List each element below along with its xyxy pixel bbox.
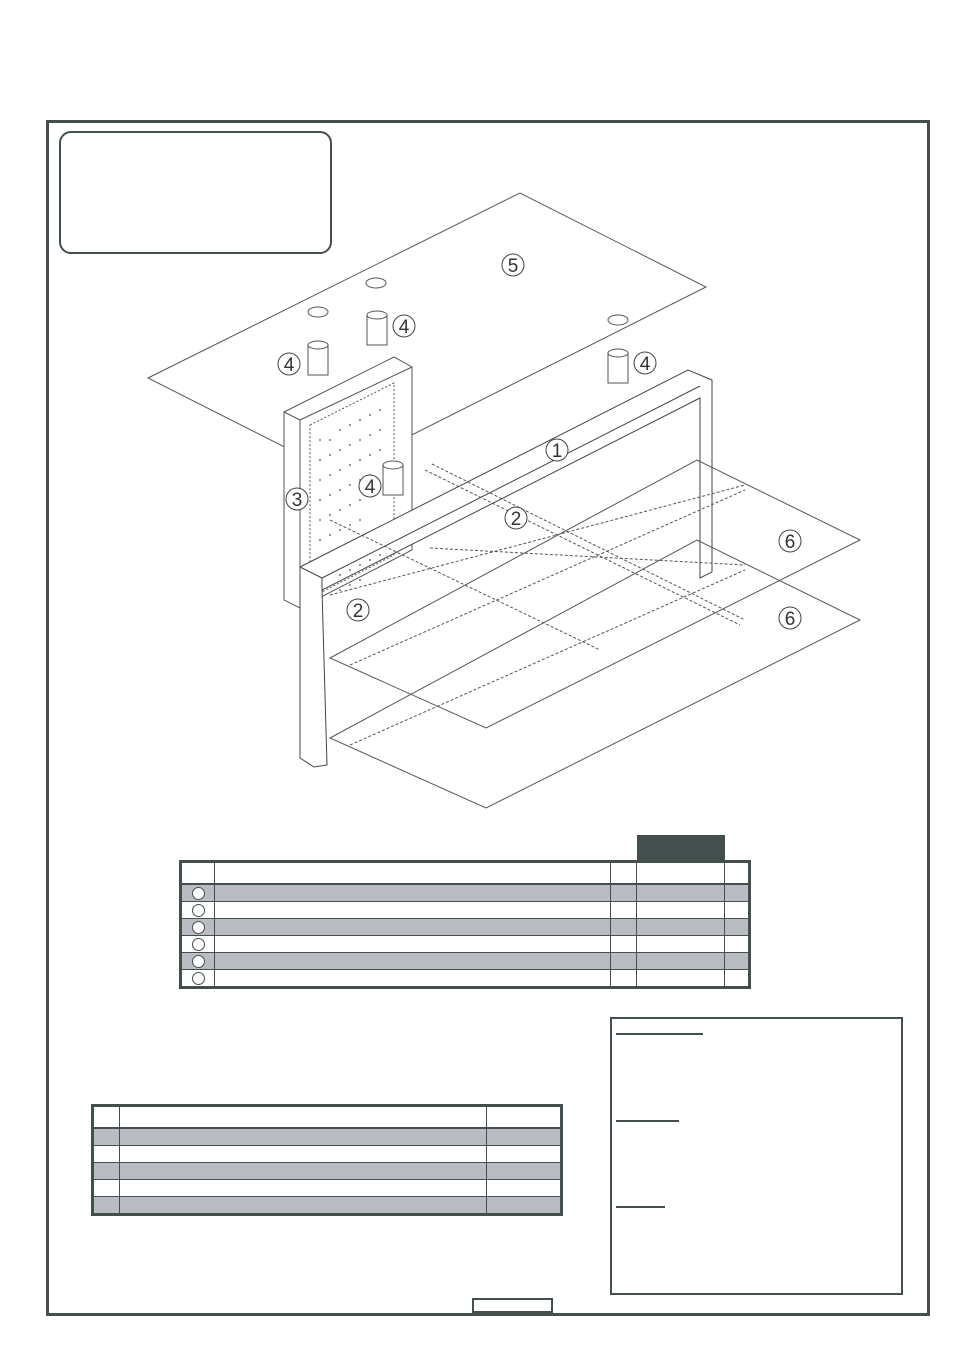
info-box (610, 1017, 903, 1295)
svg-text:1: 1 (551, 441, 563, 462)
svg-text:6: 6 (784, 532, 796, 553)
svg-text:3: 3 (291, 490, 303, 511)
page-number-box (472, 1298, 553, 1313)
table-row (93, 1146, 562, 1163)
svg-text:5: 5 (507, 256, 519, 277)
table-row (93, 1163, 562, 1180)
callout-6a (779, 530, 801, 553)
heading-underline (616, 1033, 703, 1035)
hardware-list-table (91, 1104, 563, 1216)
svg-text:4: 4 (364, 477, 376, 498)
part-circle-marker (192, 972, 205, 985)
part-circle-marker (192, 904, 205, 917)
callout-6b (779, 607, 801, 630)
svg-text:6: 6 (784, 609, 796, 630)
table-row (181, 902, 750, 919)
table-row (93, 1197, 562, 1215)
svg-text:4: 4 (639, 354, 651, 375)
part-circle-marker (192, 921, 205, 934)
parts-list-table (179, 860, 751, 989)
part-circle-marker (192, 955, 205, 968)
svg-text:2: 2 (352, 601, 364, 622)
table-row (181, 884, 750, 902)
parts-table-dark-header (637, 835, 725, 860)
table-row (181, 936, 750, 953)
callout-2b (347, 599, 369, 622)
part-circle-marker (192, 938, 205, 951)
table-row (181, 970, 750, 988)
table-row (181, 953, 750, 970)
callout-4c (634, 352, 656, 375)
callout-2a (505, 507, 527, 530)
part-circle-marker (192, 887, 205, 900)
table-row (181, 919, 750, 936)
table-row (93, 1128, 562, 1146)
svg-text:4: 4 (283, 355, 295, 376)
table-header-row (181, 862, 750, 885)
svg-text:4: 4 (398, 317, 410, 338)
table-row (93, 1180, 562, 1197)
svg-text:2: 2 (510, 509, 522, 530)
table-header-row (93, 1106, 562, 1129)
heading-underline (616, 1120, 679, 1122)
heading-underline (616, 1206, 665, 1208)
